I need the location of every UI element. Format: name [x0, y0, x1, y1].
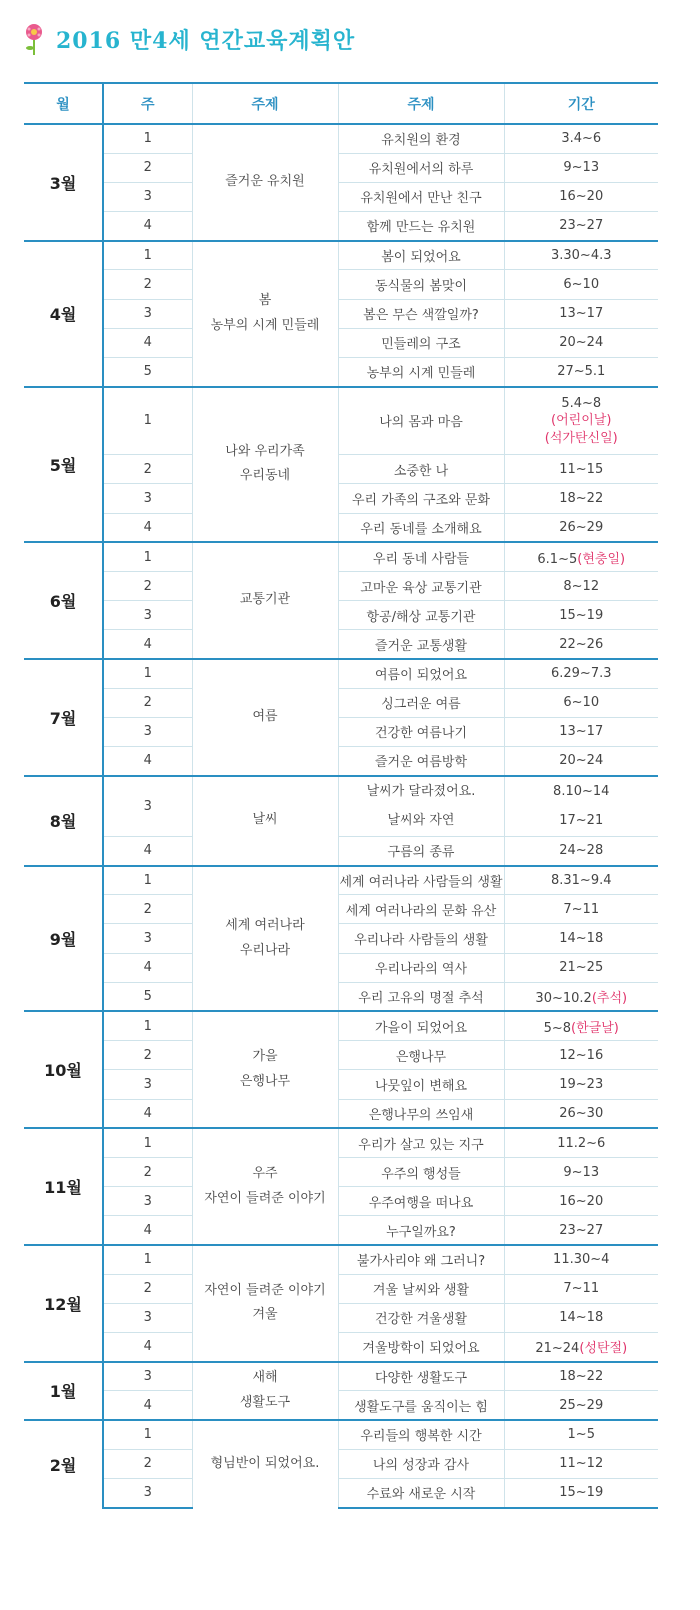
topic-cell: 건강한 여름나기 [338, 717, 504, 746]
table-row [24, 153, 658, 182]
holiday-label: (현충일) [577, 551, 626, 567]
theme-line: 자연이 들려준 이야기 [204, 1282, 326, 1298]
theme-line: 우주 [252, 1165, 278, 1181]
table-row [24, 1187, 658, 1216]
period-text: 11~15 [559, 461, 604, 477]
topic-cell: 유치원에서의 하루 [338, 153, 504, 182]
table-row [24, 688, 658, 717]
week-cell: 3 [103, 299, 192, 328]
column-header-theme: 주제 [192, 83, 338, 124]
topic-cell: 가을이 되었어요 [338, 1011, 504, 1040]
topic-cell: 불가사리야 왜 그러니? [338, 1245, 504, 1274]
page-title: 2016 만4세 연간교육계획안 [56, 28, 356, 54]
table-row [24, 1070, 658, 1099]
topic-cell: 수료와 새로운 시작 [338, 1478, 504, 1507]
period-cell [504, 601, 658, 630]
period-text: 3.4~6 [561, 131, 602, 147]
month-cell: 9월 [24, 866, 103, 1012]
table-row [24, 630, 658, 659]
period-cell [504, 1245, 658, 1274]
period-text: 13~17 [559, 724, 604, 740]
table-row [24, 1420, 658, 1449]
topic-cell: 우리 동네 사람들 [338, 542, 504, 571]
topic-cell: 농부의 시계 민들레 [338, 358, 504, 387]
week-cell: 4 [103, 1099, 192, 1128]
period-text: 5.4~8 [561, 395, 602, 411]
period-text: 1~5 [567, 1427, 595, 1443]
table-row [24, 1449, 658, 1478]
table-row [24, 299, 658, 328]
topic-cell: 소중한 나 [338, 455, 504, 484]
period-cell [504, 717, 658, 746]
period-cell [504, 1099, 658, 1128]
period-text: 9~13 [563, 160, 600, 176]
period-cell [504, 1362, 658, 1391]
topic-cell: 은행나무의 쓰임새 [338, 1099, 504, 1128]
table-row [24, 1478, 658, 1507]
period-cell [504, 1157, 658, 1186]
theme-line: 새해 [252, 1370, 278, 1386]
period-line: 17~21 [559, 813, 604, 829]
table-row [24, 124, 658, 153]
week-cell: 2 [103, 1449, 192, 1478]
topic-cell: 건강한 겨울생활 [338, 1303, 504, 1332]
month-cell: 5월 [24, 387, 103, 543]
week-cell: 2 [103, 571, 192, 600]
theme-line: 봄 [258, 293, 272, 309]
theme-line: 우리동네 [239, 468, 291, 484]
period-cell [504, 1041, 658, 1070]
table-row [24, 982, 658, 1011]
week-cell: 3 [103, 717, 192, 746]
topic-cell: 동식물의 봄맞이 [338, 270, 504, 299]
period-cell [504, 299, 658, 328]
theme-cell [192, 1245, 338, 1362]
theme-line: 즐거운 유치원 [225, 174, 305, 190]
week-cell: 4 [103, 1391, 192, 1420]
period-text: 25~29 [559, 1397, 604, 1413]
topic-cell: 우주의 행성들 [338, 1157, 504, 1186]
table-row [24, 1333, 658, 1362]
table-row [24, 717, 658, 746]
period-cell [504, 747, 658, 776]
month-cell: 2월 [24, 1420, 103, 1508]
period-cell [504, 924, 658, 953]
table-row [24, 924, 658, 953]
theme-cell [192, 124, 338, 241]
table-row [24, 836, 658, 865]
week-cell: 1 [103, 1420, 192, 1449]
theme-line: 농부의 시계 민들레 [210, 317, 320, 333]
week-cell: 2 [103, 688, 192, 717]
topic-cell: 세계 여러나라 사람들의 생활 [338, 866, 504, 895]
topic-cell: 민들레의 구조 [338, 328, 504, 357]
week-cell: 4 [103, 328, 192, 357]
table-row [24, 1303, 658, 1332]
period-cell [504, 688, 658, 717]
topic-cell: 고마운 육상 교통기관 [338, 571, 504, 600]
week-cell: 1 [103, 124, 192, 153]
period-cell [504, 542, 658, 571]
column-header-month: 월 [24, 83, 103, 124]
table-row [24, 747, 658, 776]
period-text: 20~24 [559, 335, 604, 351]
period-cell [504, 153, 658, 182]
holiday-label: (어린이날) [551, 413, 612, 429]
table-row [24, 1216, 658, 1245]
table-row [24, 1099, 658, 1128]
flower-icon [22, 22, 46, 56]
theme-line: 은행나무 [239, 1073, 291, 1089]
week-cell: 3 [103, 924, 192, 953]
theme-line: 가을 [252, 1049, 278, 1065]
period-cell [504, 182, 658, 211]
period-cell [504, 1449, 658, 1478]
period-cell [504, 895, 658, 924]
table-row [24, 1391, 658, 1420]
week-cell: 3 [103, 1478, 192, 1507]
theme-line: 여름 [252, 709, 278, 725]
week-cell: 4 [103, 1333, 192, 1362]
table-row [24, 1041, 658, 1070]
table-row [24, 895, 658, 924]
period-text: 24~28 [559, 843, 604, 859]
theme-cell [192, 1128, 338, 1245]
period-cell [504, 1478, 658, 1507]
period-text: 21~25 [559, 960, 604, 976]
theme-cell [192, 659, 338, 776]
period-text: 15~19 [559, 1485, 604, 1501]
month-cell: 11월 [24, 1128, 103, 1245]
theme-cell [192, 776, 338, 866]
period-cell [504, 1128, 658, 1157]
period-cell [504, 659, 658, 688]
week-cell: 4 [103, 212, 192, 241]
period-text: 16~20 [559, 1193, 604, 1209]
period-cell [504, 866, 658, 895]
table-row [24, 601, 658, 630]
table-row [24, 387, 658, 455]
period-text: 26~29 [559, 519, 604, 535]
table-row [24, 358, 658, 387]
theme-line: 교통기관 [239, 592, 291, 608]
period-cell [504, 212, 658, 241]
period-text: 8.31~9.4 [550, 872, 612, 888]
topic-cell: 유치원의 환경 [338, 124, 504, 153]
period-cell [504, 836, 658, 865]
period-cell [504, 1216, 658, 1245]
period-text: 21~24 [535, 1341, 580, 1357]
table-header-row [24, 83, 658, 124]
topic-cell: 우리가 살고 있는 지구 [338, 1128, 504, 1157]
theme-line: 우리나라 [239, 942, 291, 958]
topic-cell: 나뭇잎이 변해요 [338, 1070, 504, 1099]
topic-cell: 함께 만드는 유치원 [338, 212, 504, 241]
topic-cell [338, 776, 504, 837]
week-cell: 3 [103, 601, 192, 630]
column-header-topic: 주제 [338, 83, 504, 124]
topic-cell: 유치원에서 만난 친구 [338, 182, 504, 211]
topic-cell: 나의 성장과 감사 [338, 1449, 504, 1478]
period-text: 8~12 [563, 578, 600, 594]
table-row [24, 513, 658, 542]
topic-cell: 우주여행을 떠나요 [338, 1187, 504, 1216]
table-row [24, 270, 658, 299]
week-cell: 1 [103, 1128, 192, 1157]
topic-cell: 겨울방학이 되었어요 [338, 1333, 504, 1362]
topic-cell: 싱그러운 여름 [338, 688, 504, 717]
period-text: 23~27 [559, 1222, 604, 1238]
theme-line: 날씨 [252, 812, 278, 828]
topic-cell: 겨울 날씨와 생활 [338, 1274, 504, 1303]
table-row [24, 1157, 658, 1186]
period-cell [504, 630, 658, 659]
week-cell: 5 [103, 358, 192, 387]
week-cell: 1 [103, 866, 192, 895]
period-cell [504, 241, 658, 270]
topic-cell: 다양한 생활도구 [338, 1362, 504, 1391]
period-text: 26~30 [559, 1105, 604, 1121]
period-cell [504, 776, 658, 837]
period-text: 3.30~4.3 [550, 248, 612, 264]
period-text: 11.30~4 [553, 1252, 610, 1268]
table-row [24, 776, 658, 837]
week-cell: 4 [103, 513, 192, 542]
week-cell: 2 [103, 455, 192, 484]
holiday-label: (한글날) [571, 1020, 619, 1036]
column-header-week: 주 [103, 83, 192, 124]
week-cell: 1 [103, 1245, 192, 1274]
period-text: 23~27 [559, 218, 604, 234]
period-text: 5~8 [543, 1020, 572, 1036]
week-cell: 3 [103, 1187, 192, 1216]
week-cell: 4 [103, 630, 192, 659]
table-row [24, 1128, 658, 1157]
table-row [24, 659, 658, 688]
month-cell: 4월 [24, 241, 103, 387]
period-cell [504, 328, 658, 357]
theme-cell [192, 387, 338, 543]
topic-line: 날씨와 자연 [387, 813, 455, 829]
holiday-label: (추석) [591, 991, 628, 1007]
period-text: 19~23 [559, 1076, 604, 1092]
period-text: 22~26 [559, 636, 604, 652]
holiday-label: (석가탄신일) [544, 430, 618, 446]
topic-cell: 누구일까요? [338, 1216, 504, 1245]
week-cell: 3 [103, 776, 192, 837]
period-text: 30~10.2 [535, 991, 592, 1007]
month-cell: 8월 [24, 776, 103, 866]
table-row [24, 1274, 658, 1303]
table-row [24, 953, 658, 982]
table-row [24, 542, 658, 571]
theme-line: 겨울 [252, 1307, 278, 1323]
topic-cell: 구름의 종류 [338, 836, 504, 865]
period-text: 9~13 [563, 1164, 600, 1180]
table-row [24, 484, 658, 513]
week-cell: 2 [103, 1157, 192, 1186]
month-cell: 7월 [24, 659, 103, 776]
topic-cell: 세계 여러나라의 문화 유산 [338, 895, 504, 924]
period-text: 20~24 [559, 753, 604, 769]
theme-cell [192, 1420, 338, 1508]
period-cell [504, 1187, 658, 1216]
table-row [24, 866, 658, 895]
table-body [24, 124, 658, 1508]
topic-cell: 우리 가족의 구조와 문화 [338, 484, 504, 513]
week-cell: 3 [103, 1362, 192, 1391]
period-text: 14~18 [559, 1310, 604, 1326]
table-row [24, 182, 658, 211]
topic-cell: 항공/해상 교통기관 [338, 601, 504, 630]
period-cell [504, 953, 658, 982]
topic-cell: 우리들의 행복한 시간 [338, 1420, 504, 1449]
period-cell [504, 513, 658, 542]
table-row [24, 328, 658, 357]
period-text: 6~10 [563, 695, 600, 711]
week-cell: 4 [103, 953, 192, 982]
period-cell [504, 982, 658, 1011]
period-cell [504, 1011, 658, 1040]
theme-cell [192, 241, 338, 387]
period-cell [504, 1333, 658, 1362]
table-row [24, 571, 658, 600]
period-text: 18~22 [559, 490, 604, 506]
period-cell [504, 358, 658, 387]
period-text: 6~10 [563, 277, 600, 293]
theme-cell [192, 542, 338, 659]
period-cell [504, 124, 658, 153]
theme-cell [192, 1362, 338, 1420]
theme-line: 생활도구 [239, 1394, 291, 1410]
week-cell: 4 [103, 836, 192, 865]
topic-cell: 생활도구를 움직이는 힘 [338, 1391, 504, 1420]
week-cell: 1 [103, 542, 192, 571]
topic-cell: 여름이 되었어요 [338, 659, 504, 688]
week-cell: 1 [103, 659, 192, 688]
topic-cell: 즐거운 여름방학 [338, 747, 504, 776]
week-cell: 2 [103, 1041, 192, 1070]
month-cell: 10월 [24, 1011, 103, 1128]
month-cell: 1월 [24, 1362, 103, 1420]
month-cell: 3월 [24, 124, 103, 241]
week-cell: 2 [103, 1274, 192, 1303]
topic-cell: 우리나라 사람들의 생활 [338, 924, 504, 953]
theme-line: 세계 여러나라 [225, 917, 305, 933]
period-text: 7~11 [563, 901, 600, 917]
period-cell [504, 1303, 658, 1332]
period-cell [504, 571, 658, 600]
table-row [24, 455, 658, 484]
table-row [24, 212, 658, 241]
theme-cell [192, 866, 338, 1012]
week-cell: 4 [103, 1216, 192, 1245]
topic-cell: 나의 몸과 마음 [338, 387, 504, 455]
theme-cell [192, 1011, 338, 1128]
week-cell: 4 [103, 747, 192, 776]
period-cell [504, 1274, 658, 1303]
topic-cell: 우리나라의 역사 [338, 953, 504, 982]
week-cell: 3 [103, 1303, 192, 1332]
topic-cell: 우리 동네를 소개해요 [338, 513, 504, 542]
theme-line: 형님반이 되었어요. [210, 1456, 320, 1472]
period-line: 8.10~14 [553, 783, 610, 799]
period-cell [504, 455, 658, 484]
period-text: 6.1~5 [537, 551, 578, 567]
period-cell [504, 1391, 658, 1420]
table-row [24, 1245, 658, 1274]
period-text: 18~22 [559, 1369, 604, 1385]
period-text: 27~5.1 [557, 364, 606, 380]
week-cell: 1 [103, 241, 192, 270]
period-text: 11.2~6 [557, 1135, 606, 1151]
theme-line: 자연이 들려준 이야기 [204, 1190, 326, 1206]
period-cell [504, 387, 658, 455]
topic-line: 날씨가 달라졌어요. [366, 783, 476, 799]
week-cell: 3 [103, 182, 192, 211]
page-header [22, 22, 662, 56]
period-cell [504, 1070, 658, 1099]
holiday-label: (성탄절) [579, 1341, 628, 1357]
column-header-period: 기간 [504, 83, 658, 124]
period-cell [504, 270, 658, 299]
week-cell: 2 [103, 895, 192, 924]
topic-cell: 봄은 무슨 색깔일까? [338, 299, 504, 328]
period-text: 12~16 [559, 1047, 604, 1063]
table-row [24, 1362, 658, 1391]
period-cell [504, 484, 658, 513]
period-text: 14~18 [559, 931, 604, 946]
week-cell: 5 [103, 982, 192, 1011]
period-text: 6.29~7.3 [550, 666, 612, 682]
period-text: 11~12 [559, 1456, 604, 1472]
theme-line: 나와 우리가족 [225, 443, 305, 459]
topic-cell: 즐거운 교통생활 [338, 630, 504, 659]
table-row [24, 1011, 658, 1040]
table-row [24, 241, 658, 270]
topic-cell: 봄이 되었어요 [338, 241, 504, 270]
week-cell: 3 [103, 484, 192, 513]
month-cell: 6월 [24, 542, 103, 659]
week-cell: 2 [103, 270, 192, 299]
period-cell [504, 1420, 658, 1449]
period-text: 13~17 [559, 306, 604, 322]
period-text: 15~19 [559, 607, 604, 623]
topic-cell: 은행나무 [338, 1041, 504, 1070]
week-cell: 3 [103, 1070, 192, 1099]
period-text: 16~20 [559, 189, 604, 205]
curriculum-table [24, 82, 658, 1509]
period-text: 7~11 [563, 1281, 600, 1297]
week-cell: 1 [103, 387, 192, 455]
month-cell: 12월 [24, 1245, 103, 1362]
week-cell: 2 [103, 153, 192, 182]
week-cell: 1 [103, 1011, 192, 1040]
topic-cell: 우리 고유의 명절 추석 [338, 982, 504, 1011]
